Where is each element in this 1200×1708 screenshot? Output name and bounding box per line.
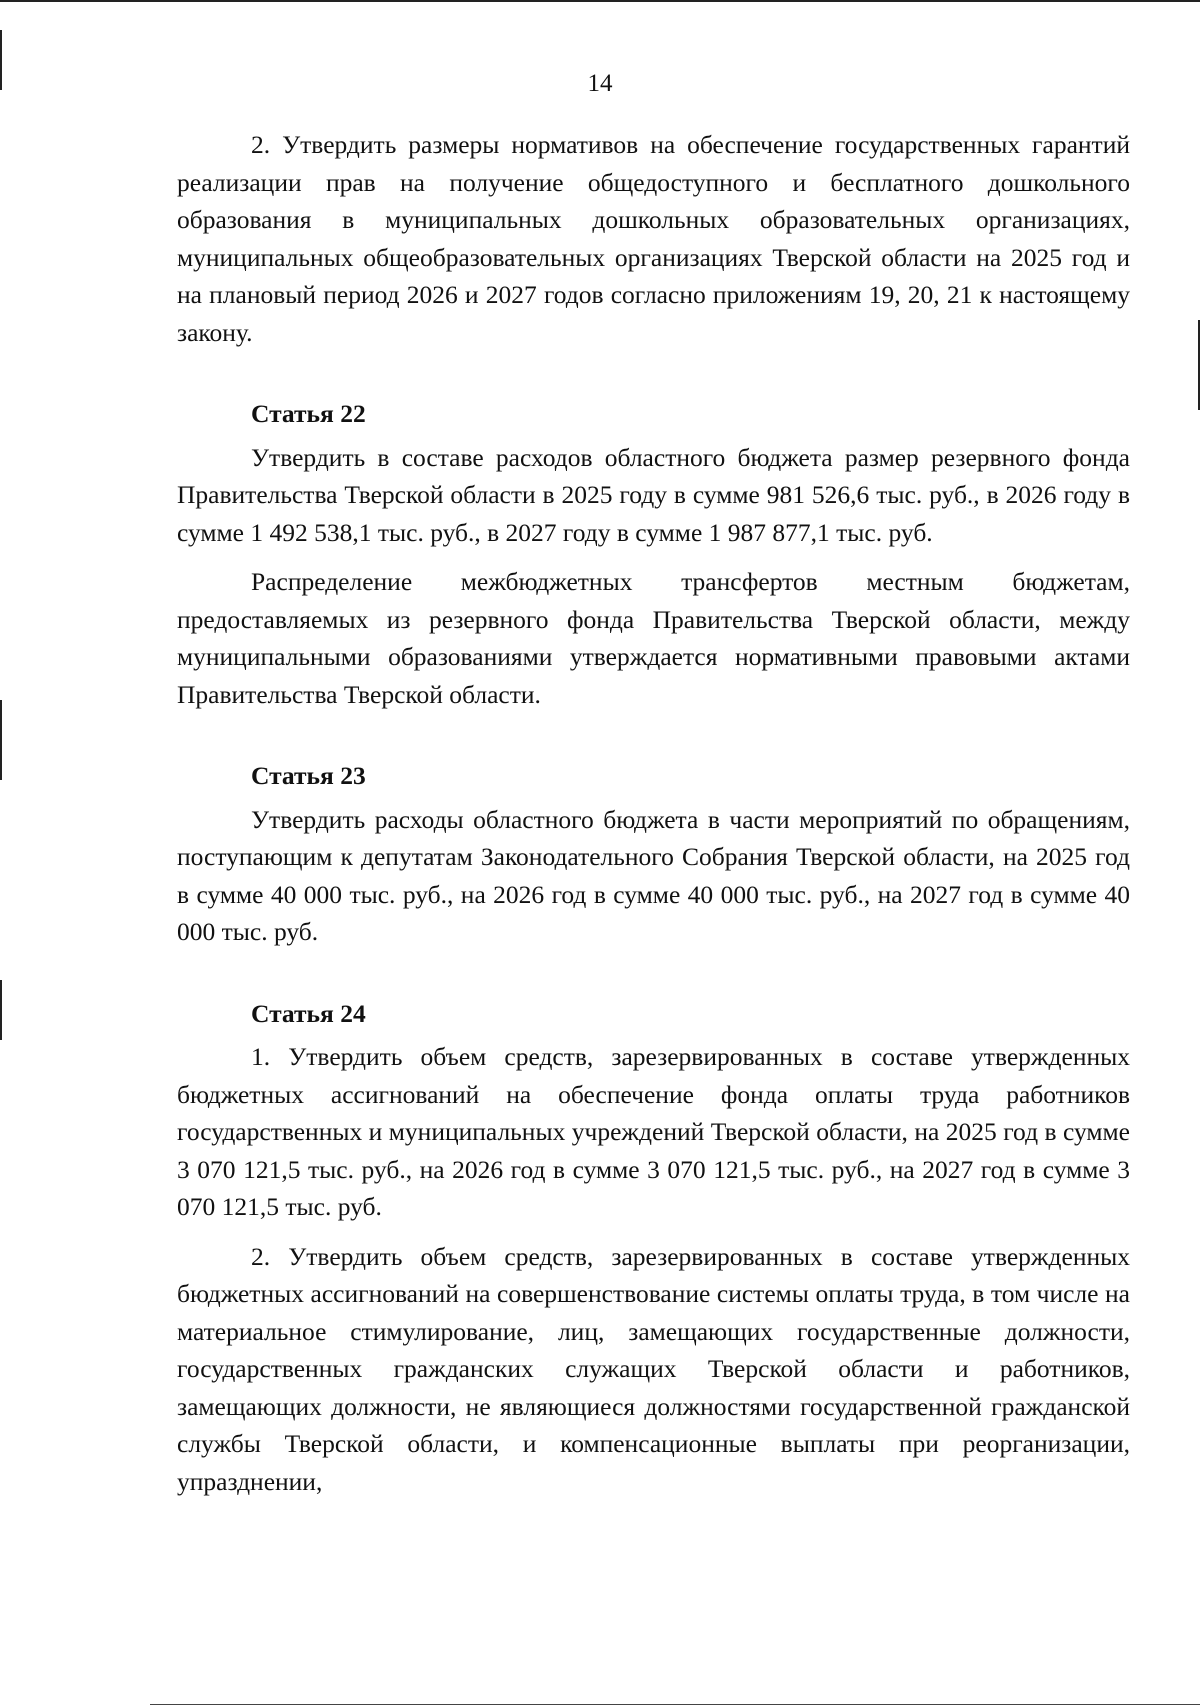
article-heading: Статья 22 — [251, 399, 366, 428]
intro-paragraph: 2. Утвердить размеры нормативов на обеспечение государственных гарантий реализации прав на получение общедоступного и бесплатного дошкольного образования в муниципальных дошкольных образовательных организациях, муниципальных общеобразовательных организациях Тверской области на 2025 год и на плановый период 2026 и 2027 годов согласно приложениям 19, 20, 21 к настоящему закону. — [177, 130, 1130, 347]
article-paragraph: 2. Утвердить объем средств, зарезервированных в составе утвержденных бюджетных ассигнований на совершенствование системы оплаты труда, в том числе на материальное стимулирование, лиц, замещающих государственные должности, государственных гражданских служащих Тверской области и работников, замещающих должности, не являющиеся должностями государственной гражданской службы Тверской области, и компенсационные выплаты при реорганизации, упразднении, — [177, 1241, 1130, 1496]
article-heading: Статья 24 — [251, 998, 366, 1028]
article-23 — [177, 757, 1130, 951]
scan-bottom-edge — [150, 1704, 1200, 1705]
scan-top-edge — [0, 0, 1200, 2]
article-24 — [177, 995, 1130, 1501]
article-heading: Статья 23 — [251, 761, 366, 790]
page-number: 14 — [587, 70, 613, 97]
article-22 — [177, 395, 1130, 713]
scan-left-edge-mark — [0, 980, 2, 1040]
article-paragraph: Утвердить расходы областного бюджета в части мероприятий по обращениям, поступающим к депутатам Законодательного Собрания Тверской области, на 2025 год в сумме 40 000 тыс. руб., на 2026 год в сумме 40 000 тыс. руб., на 2027 год в сумме 40 000 тыс. руб. — [177, 804, 1130, 946]
article-paragraph: Распределение межбюджетных трансфертов местным бюджетам, предоставляемых из резервного фонда Правительства Тверской области, между муниципальными образованиями утверждается нормативными правовыми актами Правительства Тверской области. — [177, 567, 1130, 709]
article-paragraph: Утвердить в составе расходов областного бюджета размер резервного фонда Правительства Тверской области в 2025 году в сумме 981 526,6 тыс. руб., в 2026 году в сумме 1 492 538,1 тыс. руб., в 2027 году в сумме 1 987 877,1 тыс. руб. — [177, 442, 1130, 547]
document-body — [177, 126, 1130, 1500]
article-paragraph: 1. Утвердить объем средств, зарезервированных в составе утвержденных бюджетных ассигнований на обеспечение фонда оплаты труда работников государственных и муниципальных учреждений Тверской области, на 2025 год в сумме 3 070 121,5 тыс. руб., на 2026 год в сумме 3 070 121,5 тыс. руб., на 2027 год в сумме 3 070 121,5 тыс. руб. — [177, 1042, 1130, 1221]
scan-left-edge-mark — [0, 700, 2, 780]
